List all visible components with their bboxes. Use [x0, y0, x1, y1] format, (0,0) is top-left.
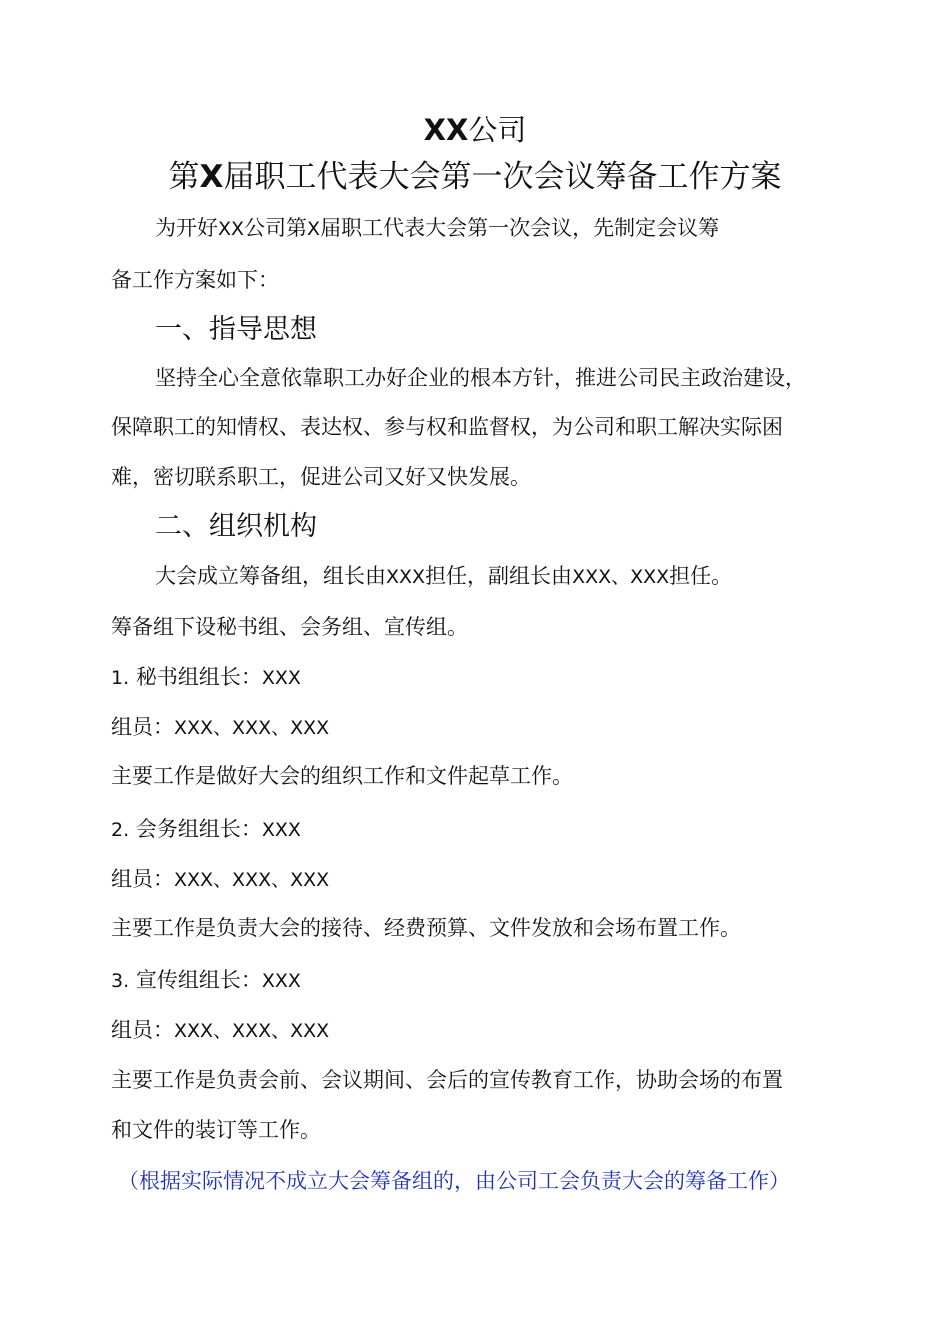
intro-text-a: 为开好	[155, 216, 218, 240]
group3-duty-line-1: 主要工作是负责会前、会议期间、会后的宣传教育工作，协助会场的布置	[111, 1068, 783, 1092]
company-title	[0, 108, 950, 152]
group1-leader: XXX	[261, 667, 301, 689]
group1-leader-label: 秘书组组长：	[135, 665, 262, 689]
section2-text-e: 担任。	[669, 564, 733, 588]
intro-text-e: 届职工代表大会第一次会议，先制定会议筹	[320, 216, 720, 240]
group2-members-line	[111, 864, 329, 895]
group1-members-line	[111, 712, 329, 743]
plan-title-x: X	[199, 159, 224, 195]
group2-leader-line	[111, 814, 301, 845]
group2-duty-line: 主要工作是负责大会的接待、经费预算、文件发放和会场布置工作。	[111, 916, 741, 940]
section1-line-3: 难，密切联系职工，促进公司又好又快发展。	[111, 465, 531, 489]
section1-heading: 一、指导思想	[155, 314, 317, 345]
section1-line-1: 坚持全心全意依靠职工办好企业的根本方针，推进公司民主政治建设，	[155, 366, 806, 390]
intro-text-b: XX	[218, 218, 245, 240]
group3-members-line	[111, 1015, 329, 1046]
group1-num: 1.	[111, 667, 130, 689]
group1-duty-line: 主要工作是做好大会的组织工作和文件起草工作。	[111, 764, 573, 788]
group3-leader: XXX	[261, 970, 301, 992]
plan-title-prefix: 第	[168, 159, 200, 195]
section2-line-1	[155, 561, 732, 592]
group3-leader-label: 宣传组组长：	[135, 968, 262, 992]
section1-line-2: 保障职工的知情权、表达权、参与权和监督权，为公司和职工解决实际困	[111, 415, 783, 439]
plan-title	[0, 155, 950, 199]
intro-line-2: 备工作方案如下：	[111, 268, 279, 292]
group3-members: XXX、XXX、XXX	[174, 1020, 330, 1042]
group2-members-label: 组员：	[111, 867, 174, 891]
group1-members: XXX、XXX、XXX	[174, 717, 330, 739]
plan-title-suffix: 届职工代表大会第一次会议筹备工作方案	[223, 159, 782, 195]
intro-text-d: X	[307, 218, 321, 240]
group1-members-label: 组员：	[111, 715, 174, 739]
group2-num: 2.	[111, 819, 130, 841]
note-text: （根据实际情况不成立大会筹备组的，由公司工会负责大会的筹备工作）	[118, 1169, 790, 1193]
intro-line-1	[155, 213, 719, 244]
group1-leader-line	[111, 662, 301, 693]
group3-num: 3.	[111, 970, 130, 992]
group3-leader-line	[111, 965, 301, 996]
group2-leader-label: 会务组组长：	[135, 817, 262, 841]
section2-line-2: 筹备组下设秘书组、会务组、宣传组。	[111, 615, 468, 639]
section2-text-d: XXX、XXX	[572, 566, 670, 588]
intro-text-c: 公司第	[244, 216, 308, 240]
section2-text-a: 大会成立筹备组，组长由	[155, 564, 386, 588]
company-prefix: XX	[423, 113, 469, 147]
section2-text-b: XXX	[386, 566, 426, 588]
section2-heading: 二、组织机构	[155, 511, 317, 542]
group3-duty-line-2: 和文件的装订等工作。	[111, 1118, 321, 1142]
group3-members-label: 组员：	[111, 1018, 174, 1042]
company-suffix: 公司	[468, 113, 527, 147]
section2-text-c: 担任，副组长由	[425, 564, 573, 588]
group2-members: XXX、XXX、XXX	[174, 869, 330, 891]
group2-leader: XXX	[261, 819, 301, 841]
